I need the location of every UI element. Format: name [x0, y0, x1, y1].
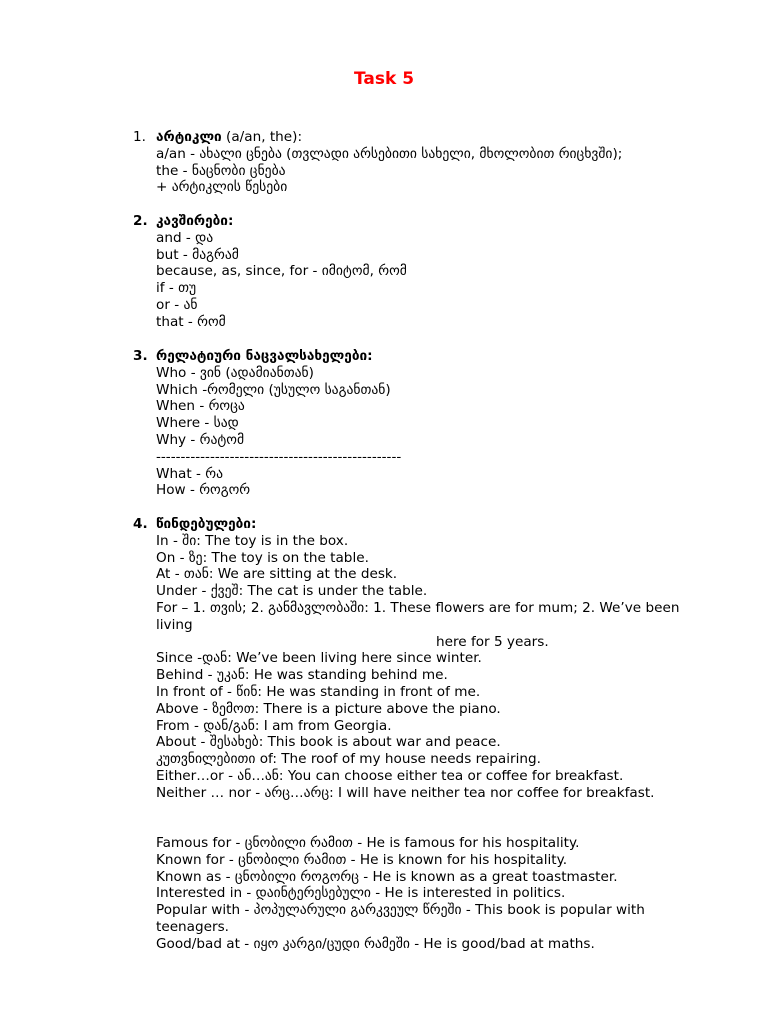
list-item: Which -რომელი (უსულო საგანთან): [156, 381, 391, 398]
list-item: On - ზე: The toy is on the table.: [156, 549, 369, 566]
section-number: 3.: [133, 348, 148, 364]
list-item: Either…or - ან…ან: You can choose either tea or coffee for breakfast.: [156, 767, 624, 784]
section-lines: [156, 365, 716, 499]
section-lines: [156, 230, 716, 331]
list-item: Under - ქვეშ: The cat is under the table.: [156, 583, 428, 600]
list-item: When - როცა: [156, 398, 245, 415]
section-heading: [156, 129, 302, 146]
list-item: Famous for - ცნობილი რამით - He is famous for his hospitality.: [156, 835, 580, 851]
list-item: + არტიკლის წესები: [156, 179, 288, 196]
section-lines: [156, 146, 716, 196]
section-heading: [156, 348, 373, 365]
list-item: How - როგორ: [156, 482, 251, 499]
list-item: if - თუ: [156, 280, 197, 297]
list-item: For – 1. თვის; 2. განმავლობაში: 1. These flowers are for mum; 2. We’ve been living: [156, 599, 680, 633]
list-item-continuation: here for 5 years.: [436, 633, 549, 650]
list-item: Good/bad at - იყო კარგი/ცუდი რამეში - He is good/bad at maths.: [156, 935, 595, 952]
list-item: that - რომ: [156, 313, 226, 330]
list-item: What - რა: [156, 465, 223, 482]
section-lines: [156, 835, 716, 953]
list-item: In front of - წინ: He was standing in front of me.: [156, 683, 481, 700]
list-item: Popular with - პოპულარული გარკვეულ წრეში - This book is popular with teenagers.: [156, 902, 645, 935]
list-item: Known as - ცნობილი როგორც - He is known as a great toastmaster.: [156, 868, 618, 885]
section-number: 2.: [133, 213, 148, 229]
list-item: At - თან: We are sitting at the desk.: [156, 566, 398, 583]
list-item: Interested in - დაინტერესებული - He is interested in politics.: [156, 885, 566, 902]
page-title: Task 5: [353, 69, 415, 89]
section-heading-bold: რელატიური ნაცვალსახელები:: [156, 348, 373, 364]
list-item: Behind - უკან: He was standing behind me.: [156, 667, 448, 684]
list-item: Who - ვინ (ადამიანთან): [156, 364, 314, 381]
section-heading-rest: (a/an, the):: [221, 129, 303, 145]
list-item: About - შესახებ: This book is about war and peace.: [156, 734, 501, 751]
list-item: Why - რატომ: [156, 431, 245, 448]
list-item: Known for - ცნობილი რამით - He is known for his hospitality.: [156, 851, 568, 868]
list-item: კუთვნილებითი of: The roof of my house needs repairing.: [156, 751, 541, 768]
list-item: the - ნაცნობი ცნება: [156, 162, 286, 179]
section-heading: [156, 516, 256, 533]
list-item: Above - ზემოთ: There is a picture above the piano.: [156, 700, 501, 717]
section-heading: [156, 213, 233, 230]
section-number: 1.: [133, 129, 146, 145]
list-item: because, as, since, for - იმიტომ, რომ: [156, 263, 407, 280]
section-lines: [156, 533, 716, 802]
section-heading-bold: არტიკლი: [156, 129, 222, 145]
list-item: From - დან/გან: I am from Georgia.: [156, 717, 392, 734]
section-number: 4.: [133, 516, 148, 532]
list-item: and - და: [156, 229, 214, 246]
list-item: In - ში: The toy is in the box.: [156, 532, 349, 549]
section-heading-bold: წინდებულები:: [156, 516, 257, 532]
list-item: Since -დან: We’ve been living here since winter.: [156, 650, 482, 667]
list-item: or - ან: [156, 296, 198, 313]
list-item: but - მაგრამ: [156, 246, 239, 263]
section-heading-bold: კავშირები:: [156, 213, 234, 229]
list-item: a/an - ახალი ცნება (თვლადი არსებითი სახელი, მხოლობით რიცხვში);: [156, 145, 623, 162]
list-item: Where - სად: [156, 415, 239, 432]
list-item: Neither … nor - არც…არც: I will have neither tea nor coffee for breakfast.: [156, 784, 655, 801]
separator-line: --------------------------------------------------: [156, 448, 402, 465]
